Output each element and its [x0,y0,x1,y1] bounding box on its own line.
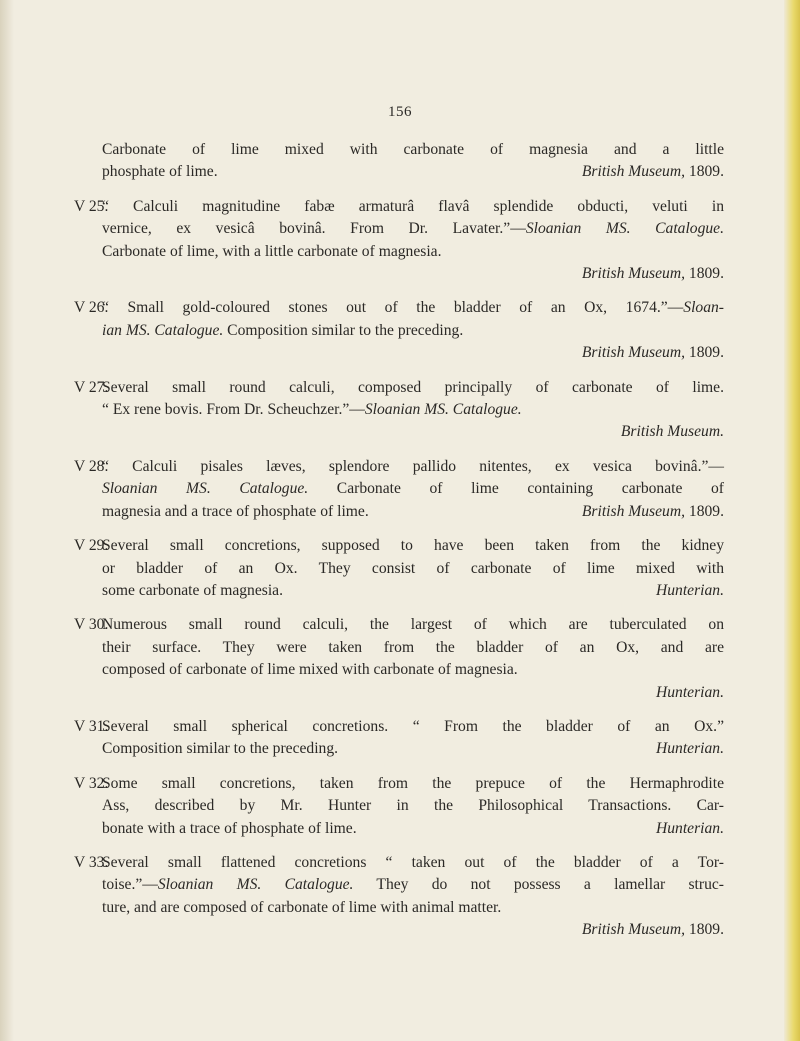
source-year: 1809. [688,344,724,362]
page-content [74,139,724,954]
text-line [102,399,724,421]
catalogue-reference: Sloanian MS. Catalogue. [364,401,522,419]
catalogue-entry [74,773,724,840]
page-edge-left [0,0,14,1041]
text-line: Ass, described by Mr. Hunter in the Philosophical Transactions. Car- [102,797,724,815]
line-text: phosphate of lime. [102,163,218,181]
catalogue-entry [74,614,724,704]
text-line [102,874,724,896]
entry-number: V 27. [74,378,109,396]
line-text: some carbonate of magnesia. [102,581,283,599]
catalogue-entry [74,535,724,602]
line-text: Composition similar to the preceding. [223,321,464,339]
intro-paragraph [74,139,724,184]
source-name: Hunterian. [655,581,724,599]
text-line [102,478,724,500]
catalogue-reference: ian MS. Catalogue. [102,321,224,339]
source-year: 1809. [688,265,724,283]
text-line [102,161,724,183]
line-text: magnesia and a trace of phosphate of lime. [102,502,369,520]
entry-number: V 26. [74,299,109,317]
text-line [102,218,724,240]
entry-number: V 25. [74,197,109,215]
entry-number: V 32. [74,774,109,792]
page-number: 156 [388,104,412,120]
line-text: bonate with a trace of phosphate of lime. [102,819,357,837]
text-line: or bladder of an Ox. They consist of carbonate of lime mixed with [102,559,724,577]
catalogue-entry [74,456,724,523]
source-name: British Museum, [581,344,685,362]
line-text: vernice, ex vesicâ bovinâ. From Dr. Lavater.”— [102,220,526,238]
text-line: Several small round calculi, composed principally of carbonate of lime. [102,378,724,396]
source-line [102,263,724,285]
source-name: Hunterian. [655,819,724,837]
catalogue-entry [74,716,724,761]
line-text: They do not possess a lamellar struc- [353,876,724,894]
page-edge-right [784,0,800,1041]
text-line: “ Calculi magnitudine fabæ armaturâ flavâ splendide obducti, veluti in [102,197,724,215]
source-name: Hunterian. [655,740,724,758]
text-line: their surface. They were taken from the bladder of an Ox, and are [102,638,724,656]
catalogue-reference: Sloan- [683,299,724,317]
text-line: Some small concretions, taken from the prepuce of the Hermaphrodite [102,774,724,792]
source-year: 1809. [688,163,724,181]
line-text: Composition similar to the preceding. [102,740,339,758]
entry-number: V 29. [74,537,109,555]
text-line: Carbonate of lime, with a little carbonate of magnesia. [102,242,442,260]
source-line [102,421,724,443]
text-line: Numerous small round calculi, the largest of which are tuberculated on [102,616,724,634]
text-line: Several small concretions, supposed to have been taken from the kidney [102,537,724,555]
catalogue-reference: Sloanian MS. Catalogue. [525,220,724,238]
text-line [102,738,724,760]
line-text: “ Small gold-coloured stones out of the bladder of an Ox, 1674.”— [102,299,684,317]
text-line: “ Calculi pisales læves, splendore pallido nitentes, ex vesica bovinâ.”— [102,457,724,475]
text-line [102,320,724,342]
catalogue-entry [74,297,724,364]
catalogue-reference: Sloanian MS. Catalogue. [157,876,354,894]
source-line [102,919,724,941]
source-name: British Museum, [581,921,685,939]
source-name: British Museum, [581,163,685,181]
text-line [102,818,724,840]
text-line [102,501,724,523]
catalogue-entry [74,852,724,942]
source-name: British Museum, [581,265,685,283]
line-text: toise.”— [102,876,158,894]
source-name: Hunterian. [655,683,724,701]
source-name: British Museum. [620,423,724,441]
catalogue-reference: Sloanian MS. Catalogue. [102,480,309,498]
entry-number: V 33. [74,853,109,871]
catalogue-entry [74,377,724,444]
source-line [102,682,724,704]
source-year: 1809. [688,502,724,520]
text-line: composed of carbonate of lime mixed with carbonate of magnesia. [102,661,518,679]
source-line [102,342,724,364]
catalogue-entry [74,196,724,286]
entry-number: V 31. [74,717,109,735]
text-line: Several small flattened concretions “ taken out of the bladder of a Tor- [102,853,724,871]
text-line [102,297,724,319]
source-year: 1809. [688,921,724,939]
entry-number: V 28. [74,457,109,475]
line-text: “ Ex rene bovis. From Dr. Scheuchzer.”— [102,401,365,419]
source-name: British Museum, [581,502,685,520]
text-line: ture, and are composed of carbonate of lime with animal matter. [102,898,502,916]
text-line [102,580,724,602]
line-text: Carbonate of lime containing carbonate of [308,480,724,498]
text-line: Several small spherical concretions. “ From the bladder of an Ox.” [102,717,724,735]
text-line: Carbonate of lime mixed with carbonate of magnesia and a little [102,141,724,158]
entry-number: V 30. [74,616,109,634]
